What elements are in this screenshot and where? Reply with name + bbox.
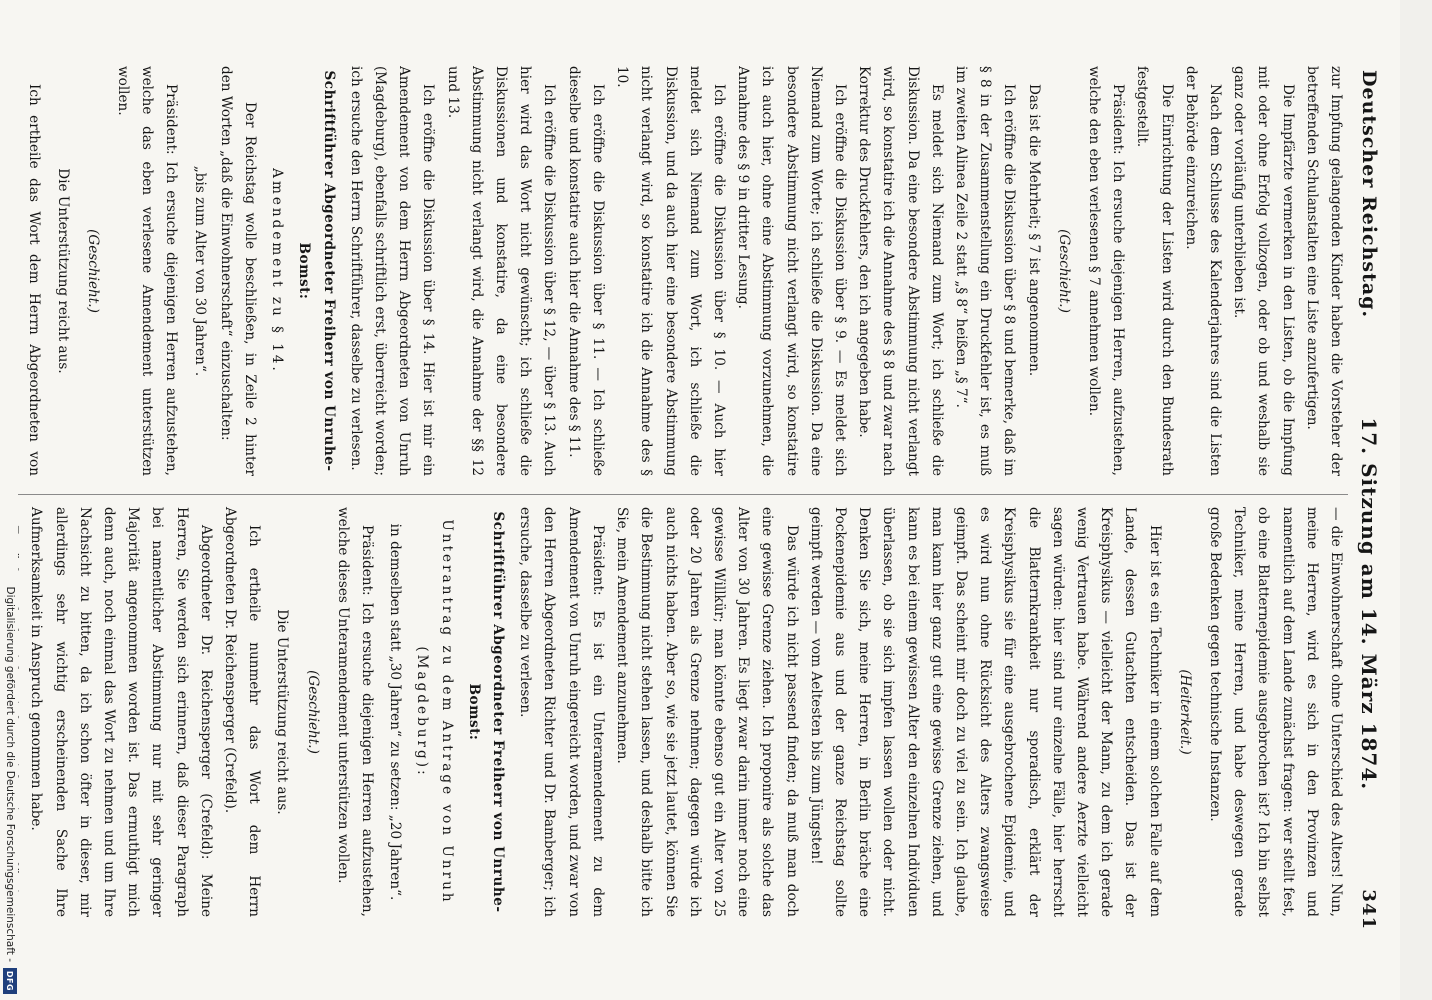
paragraph: Ich eröffne die Diskussion über § 11. — Ich schließe dieselbe und konstatire auch hier die Annahme des § 11.	[565, 66, 606, 476]
reaction-note: (Geschieht.)	[1055, 229, 1072, 313]
paragraph: Die Unterstützung reicht aus.	[54, 168, 71, 374]
paragraph: Die Einrichtung der Listen wird durch den Bundesrath festgestellt.	[1134, 66, 1175, 476]
subamendment-title: Unterantrag zu dem Antrage von Unruh (Magdeburg):	[414, 519, 455, 905]
paragraph: zur Impfung gelangenden Kinder haben die Vorsteher der betreffenden Schulanstalten eine Liste anzufertigen.	[1303, 66, 1344, 476]
amendment-title: Amendement zu § 14.	[269, 168, 286, 374]
paragraph: Ich ertheile das Wort dem Herrn Abgeordneten von	[26, 84, 43, 476]
paragraph: Hier ist es ein Techniker in einem solchen Falle auf dem Lande, dessen Gutachten entscheiden. Das ist der Kreisphysikus — vielleicht der Mann, zu dem ich gerade wenig Vertrauen habe. Während andere Aerzte vielleicht sagen würden: hier sind nur einzelne Fälle, hier herrscht die Blatternkrankheit nur sporadisch, erklärt der Kreisphysikus sie für eine ausgebrochene Epidemie, und es wird nun ohne Rücksicht des Alters zwangsweise geimpft. Das scheint mir doch zu viel zu sein. Ich glaube, man kann hier ganz gut eine gewisse Grenze ziehen, und kann es bei einem gewissen Alter den einzelnen Individuen überlassen, ob sie sich impfen lassen wollen oder nicht. Denken Sie sich, meine Herren, in Berlin bräche eine Pockenepidemie aus und der ganze Reichstag sollte geimpft werden — vom Aeltesten bis zum Jüngsten!	[807, 507, 1163, 917]
digitization-credit	[0, 0, 22, 1000]
president-statement: Präsident: Ich ersuche diejenigen Herren aufzustehen, welche dieses Unteramendement unterstützen wollen.	[334, 507, 376, 917]
paragraph: Zunächst, denke ich, wird es nicht ein unzulässiges	[18, 525, 21, 917]
paragraph: Ich ertheile nunmehr das Wort dem Herrn Abgeordneten Dr. Reichensperger (Crefeld).	[222, 507, 263, 917]
subamendment-text: in demselben statt „30 Jahren“ zu setzen: „20 Jahren“.	[387, 523, 404, 901]
paragraph: Die Impfärzte vermerken in den Listen, ob die Impfung mit oder ohne Erfolg vollzogen, oder ob und weshalb sie ganz oder vorläufig unterblieben ist.	[1231, 66, 1296, 476]
credit-text: Digitalisierung gefördert durch die Deutsche Forschungsgemeinschaft -	[4, 586, 16, 962]
page-number: 341	[1358, 889, 1380, 930]
paragraph: Ich eröffne die Diskussion über § 14. Hier ist mir ein Amendement von dem Herrn Abgeordneten von Unruh (Magdeburg), ebenfalls schriftlich erst, überreicht worden; ich ersuche den Herrn Schriftführer, dasselbe zu verlesen.	[347, 66, 437, 476]
speaker-heading: Schriftführer Abgeordneter Freiherr von Unruhe-Bomst:	[296, 70, 337, 472]
paragraph: Nach dem Schlusse des Kalenderjahres sind die Listen der Behörde einzureichen.	[1182, 66, 1223, 476]
speaker-heading: Schriftführer Abgeordneter Freiherr von Unruhe-Bomst:	[465, 511, 507, 913]
paragraph: Die Unterstützung reicht aus.	[274, 609, 291, 815]
reaction-note: (Geschieht.)	[304, 670, 321, 754]
paragraph: Das würde ich nicht passend finden; da muß man doch eine gewisse Grenze ziehen. Ich proponire als solche das Alter von 30 Jahren. Es liegt zwar darin immer noch eine gewisse Willkür; man könnte ebenso gut ein Alter von 25 oder 20 Jahren als Grenze nehmen; dagegen würde ich auch nichts haben. Aber so, wie sie jetzt lautet, können Sie die Bestimmung nicht stehen lassen, und deshalb bitte ich Sie, mein Amendement anzunehmen.	[614, 507, 800, 917]
paragraph: — die Einwohnerschaft ohne Unterschied des Alters! Nun, meine Herren, wird es sich in den Provinzen und namentlich auf dem Lande zunächst fragen: wer stellt fest, ob eine Blatternepidemie ausgebrochen ist? Ich bin selbst Techniker, meine Herren, und habe deswegen gerade große Bedenken gegen technische Instanzen.	[1206, 507, 1344, 917]
paragraph: Das ist die Mehrheit; § 7 ist angenommen.	[1025, 84, 1042, 377]
session-date: 17. Sitzung am 14. März 1874.	[1357, 417, 1381, 791]
page-header	[1354, 70, 1384, 930]
president-statement: Präsident: Es ist ein Unteramendement zu dem Amendement von Unruh eingereicht worden, und zwar von den Herren Abgeordneten Richter und Dr. Bamberger; ich ersuche, dasselbe zu verlesen.	[517, 507, 606, 917]
paragraph: Ich eröffne die Diskussion über § 8 und bemerke, daß im § 8 in der Zusammenstellung ein Druckfehler ist, es muß im zweiten Alinea Zeile 2 statt „§ 8“ heißen „§ 7“.	[952, 66, 1018, 476]
paragraph: Ich eröffne die Diskussion über § 12, — über § 13. Auch hier wird das Wort nicht gewünscht; ich schließe die Diskussionen und konstatire, da eine besondere Abstimmung nicht verlangt wird, die Annahme der §§ 12 und 13.	[444, 66, 558, 476]
reaction-note: (Geschieht.)	[84, 229, 101, 313]
paragraph: Ich eröffne die Diskussion über § 10. — Auch hier meldet sich Niemand zum Wort, ich schließe die Diskussion, und da auch hier eine besondere Abstimmung nicht verlangt wird, so konstatire ich die Annahme des § 10.	[614, 66, 727, 476]
left-column	[18, 66, 1348, 476]
president-statement: Präsident: Ich ersuche diejenigen Herren aufzustehen, welche das eben verlesene Amendement unterstützen wollen.	[115, 66, 180, 476]
amendment-text: Der Reichstag wolle beschließen, in Zeile 2 hinter den Worten „daß die Einwohnerschaft“ einzuschalten:	[217, 66, 259, 476]
right-column	[18, 494, 1348, 917]
president-statement: Präsident: Ich ersuche diejenigen Herren, aufzustehen, welche den eben verlesenen § 7 annehmen wollen.	[1085, 66, 1127, 476]
paragraph: Ich eröffne die Diskussion über § 9. — Es meldet sich Niemand zum Worte; ich schließe die Diskussion. Da eine besondere Abstimmung nicht verlangt wird, so konstatire ich auch hier, ohne eine Abstimmung vorzunehmen, die Annahme des § 9 in dritter Lesung.	[735, 66, 848, 476]
paragraph: Es meldet sich Niemand zum Wort; ich schließe die Diskussion. Da eine besondere Abstimmung nicht verlangt wird, so konstatire ich die Annahme des § 8 und zwar nach Korrektur des Druckfehlers, den ich angegeben habe.	[856, 66, 945, 476]
reaction-note: (Heiterkeit.)	[1176, 669, 1193, 755]
dfg-logo: DFG	[3, 968, 17, 994]
amendment-insertion: „bis zum Alter von 30 Jahren“.	[191, 165, 208, 377]
publication-title: Deutscher Reichstag.	[1358, 70, 1380, 319]
speech: Abgeordneter Dr. Reichensperger (Crefeld): Meine Herren, Sie werden sich erinnern, daß dieser Paragraph bei namentlicher Abstimmung nur mit sehr geringer Majorität angenommen worden ist. Das ermuthigt mich denn auch, noch einmal das Wort zu nehmen und um Ihre Nachsicht zu bitten, da ich schon öfter in dieser, mir allerdings sehr wichtig erscheinenden Sache Ihre Aufmerksamkeit in Anspruch genommen habe.	[28, 507, 214, 917]
